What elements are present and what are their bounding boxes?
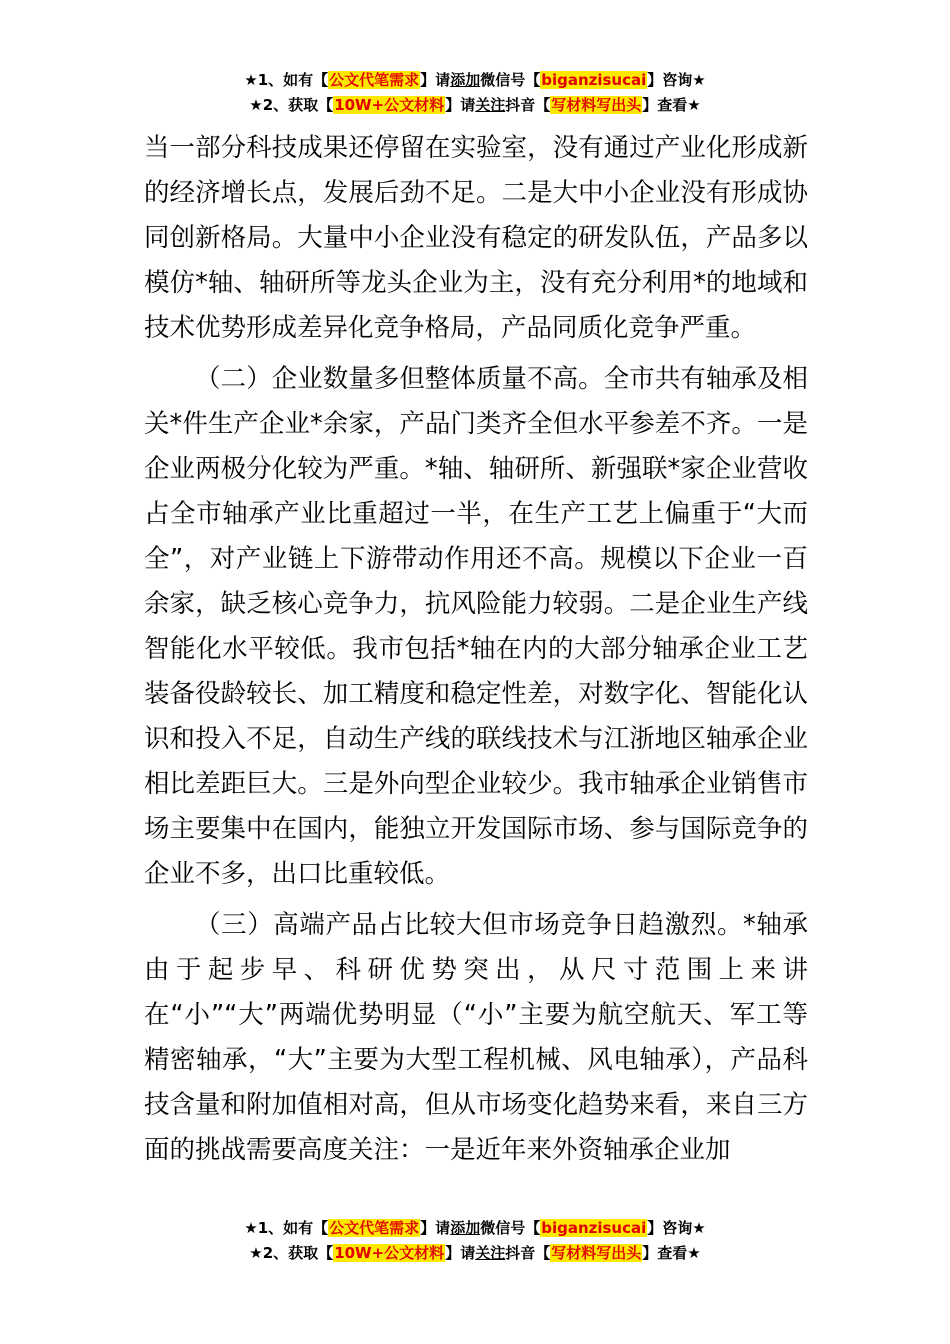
footer-line-1 xyxy=(0,1216,950,1241)
footer-line-1-text: 】咨询★ xyxy=(647,1219,706,1237)
footer-line-2 xyxy=(0,1241,950,1266)
header-line-2 xyxy=(0,93,950,118)
header-line-1-text: 】咨询★ xyxy=(647,71,706,89)
header-line-1-text: ★1、如有【 xyxy=(244,71,329,89)
header-line-1-text: 微信号【 xyxy=(480,71,541,89)
header-line-2-text: 抖音【 xyxy=(505,96,551,114)
document-body xyxy=(144,126,808,1173)
header-underlined-text: 添加 xyxy=(450,71,481,89)
header-banner xyxy=(0,68,950,118)
header-highlight-writing-service: 公文代笔需求 xyxy=(329,71,420,89)
footer-highlight-writing-service: 公文代笔需求 xyxy=(329,1219,420,1237)
footer-banner xyxy=(0,1216,950,1266)
footer-line-2-text: 】请 xyxy=(445,1244,476,1262)
footer-line-2-text: 抖音【 xyxy=(505,1244,551,1262)
header-highlight-douyin-account: 写材料写出头 xyxy=(551,96,642,114)
header-line-2-text: 】请 xyxy=(445,96,476,114)
footer-highlight-douyin-account: 写材料写出头 xyxy=(551,1244,642,1262)
paragraph-section-2: （二）企业数量多但整体质量不高。全市共有轴承及相关*件生产企业*余家，产品门类齐全但水平参差不齐。一是企业两极分化较为严重。*轴、轴研所、新强联*家企业营收占全市轴承产业比重超过一半，在生产工艺上偏重于“大而全”，对产业链上下游带动作用还不高。规模以下企业一百余家，缺乏核心竞争力，抗风险能力较弱。二是企业生产线智能化水平较低。我市包括*轴在内的大部分轴承企业工艺装备役龄较长、加工精度和稳定性差，对数字化、智能化认识和投入不足，自动生产线的联线技术与江浙地区轴承企业相比差距巨大。三是外向型企业较少。我市轴承企业销售市场主要集中在国内，能独立开发国际市场、参与国际竞争的企业不多，出口比重较低。 xyxy=(144,364,808,889)
header-line-1 xyxy=(0,68,950,93)
header-line-2-text: ★2、获取【 xyxy=(249,96,334,114)
header-line-1-text: 】请 xyxy=(420,71,451,89)
header-line-2-text: 】查看★ xyxy=(642,96,701,114)
footer-underlined-text: 添加 xyxy=(450,1219,481,1237)
header-highlight-wechat-id: biganzisucai xyxy=(541,71,647,89)
footer-line-2-text: ★2、获取【 xyxy=(249,1244,334,1262)
paragraph-section-3: （三）高端产品占比较大但市场竞争日趋激烈。*轴承由于起步早、科研优势突出，从尺寸范围上来讲在“小”“大”两端优势明显（“小”主要为航空航天、军工等精密轴承，“大”主要为大型工程机械、风电轴承），产品科技含量和附加值相对高，但从市场变化趋势来看，来自三方面的挑战需要高度关注：一是近年来外资轴承企业加 xyxy=(144,910,808,1165)
footer-line-1-text: 】请 xyxy=(420,1219,451,1237)
footer-highlight-materials: 10W+公文材料 xyxy=(334,1244,445,1262)
footer-line-1-text: ★1、如有【 xyxy=(244,1219,329,1237)
paragraph-continued: 当一部分科技成果还停留在实验室，没有通过产业化形成新的经济增长点，发展后劲不足。二是大中小企业没有形成协同创新格局。大量中小企业没有稳定的研发队伍，产品多以模仿*轴、轴研所等龙头企业为主，没有充分利用*的地域和技术优势形成差异化竞争格局，产品同质化竞争严重。 xyxy=(144,133,808,343)
footer-line-2-text: 】查看★ xyxy=(642,1244,701,1262)
footer-underlined-text: 关注 xyxy=(475,1244,506,1262)
header-underlined-text: 关注 xyxy=(475,96,506,114)
header-highlight-materials: 10W+公文材料 xyxy=(334,96,445,114)
footer-line-1-text: 微信号【 xyxy=(480,1219,541,1237)
footer-highlight-wechat-id: biganzisucai xyxy=(541,1219,647,1237)
